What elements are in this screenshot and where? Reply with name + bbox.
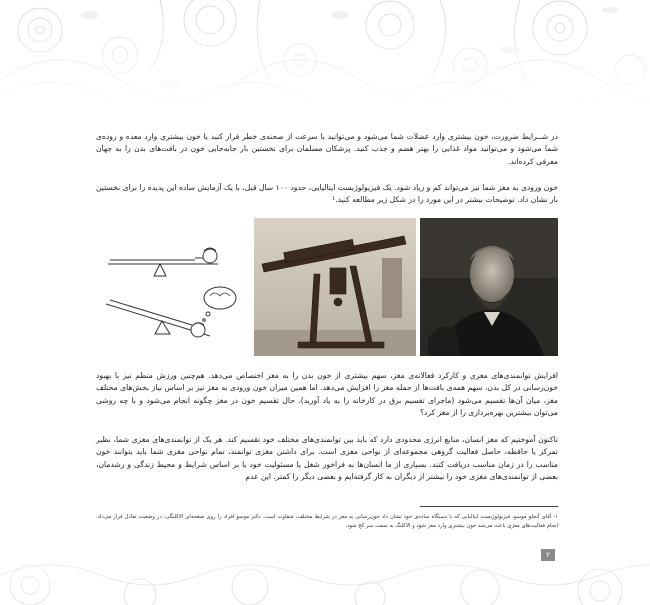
paragraph-blood-flow-intro: در شــرایط ضرورت، خون بیشتری وارد عضلات شما می‌شود و می‌توانید با سرعت از صحنه‌ی خطر فرار کنید یا خون بیشتری وارد معده و روده‌ی شما می‌شود و می‌توانید مواد غذایی را بهتر هضم و جذب کنید. پزشکان مسلمان برای نخستین بار جابه‌جایی خون در بافت‌های بدن را به جهان معرفی کرده‌اند. [96, 132, 558, 166]
seesaw-diagram [100, 236, 242, 346]
figure-mosso-experiment [100, 218, 558, 360]
paragraph-italian-physiologist: خون ورودی به مغز شما نیز می‌تواند کم و زیاد شود. یک فیزیولوژیست ایتالیایی، حدود ۱۰۰ سال قبل، با یک آزمایش ساده این پدیده را برای نخستین بار نشان داد. توضیحات بیشتر در این مورد را در شکل زیر مطالعه کنید.¹ [96, 183, 558, 205]
paragraph-brain-capabilities: افزایش توانمندی‌های مغزی و کارکرد فعالانه‌ی مغز، سهم بیشتری از خون بدن را به مغز اختصاص می‌دهد. هم‌چنین ورزش منظم نیز با بهبود خون‌رسانی در کل بدن، سهم همه‌ی بافت‌ها از جمله مغز را افزایش می‌دهد. اما همین میزان خون ورودی به مغز نیز بر اساس نیاز بخش‌های مختلف مغز، میان آن‌ها تقسیم می‌شود (ماجرای تقسیم برق در کارخانه را به یاد آورید). حال تقسیم خون در مغز چگونه انجام می‌شود و با چه روشی می‌توان بیشترین بهره‌برداری را از مغز کرد؟ [96, 371, 558, 418]
footnote-mosso: ۱- آقای آنجلو موسو، فیزیولوژیست ایتالیایی که با دستگاه ساده‌ی خود نشان داد خون‌رسانی به مغز در شرایط مختلف، متفاوت است. دکتر موسو افراد را روی صفحه‌ای الاکلنگی، در وضعیت تعادل قرار می‌داد. انجام فعالیت‌های مغزی باعث می‌شد خون بیشتری وارد مغز شود و الاکلنگ به سمت سر کج شود. [96, 514, 558, 529]
angelo-mosso-portrait-photo [420, 218, 558, 356]
footnote-divider [420, 506, 558, 507]
floral-header-decoration [0, 0, 650, 110]
mosso-balance-device-photo [254, 218, 416, 356]
page-number-badge: ۲ [541, 549, 555, 561]
paragraph-energy-limits: تاکنون آموختیم که مغز انسان، منابع انرژی محدودی دارد که باید بین توانمندی‌های مختلف خود تقسیم کند. هر یک از توانمندی‌های مغزی شما، نظیر تمرکز یا حافظه، حاصل فعالیت گروهی مجموعه‌ای از نواحی مغزی است. برای داشتن مغزی توانمند، تمام نواحی مغزی شما باید بتوانند خون مناسب را در زمان مناسب دریافت کنند. بسیاری از ما انسان‌ها به فراخور شغل یا مسئولیت خود یا بر اساس شرایط و محیط زندگی و رشدمان، بعضی از توانمندی‌های مغزی خود را بیشتر از دیگران به کار گرفته‌ایم و بعضی دیگر را کمتر. این عدم [96, 435, 558, 482]
